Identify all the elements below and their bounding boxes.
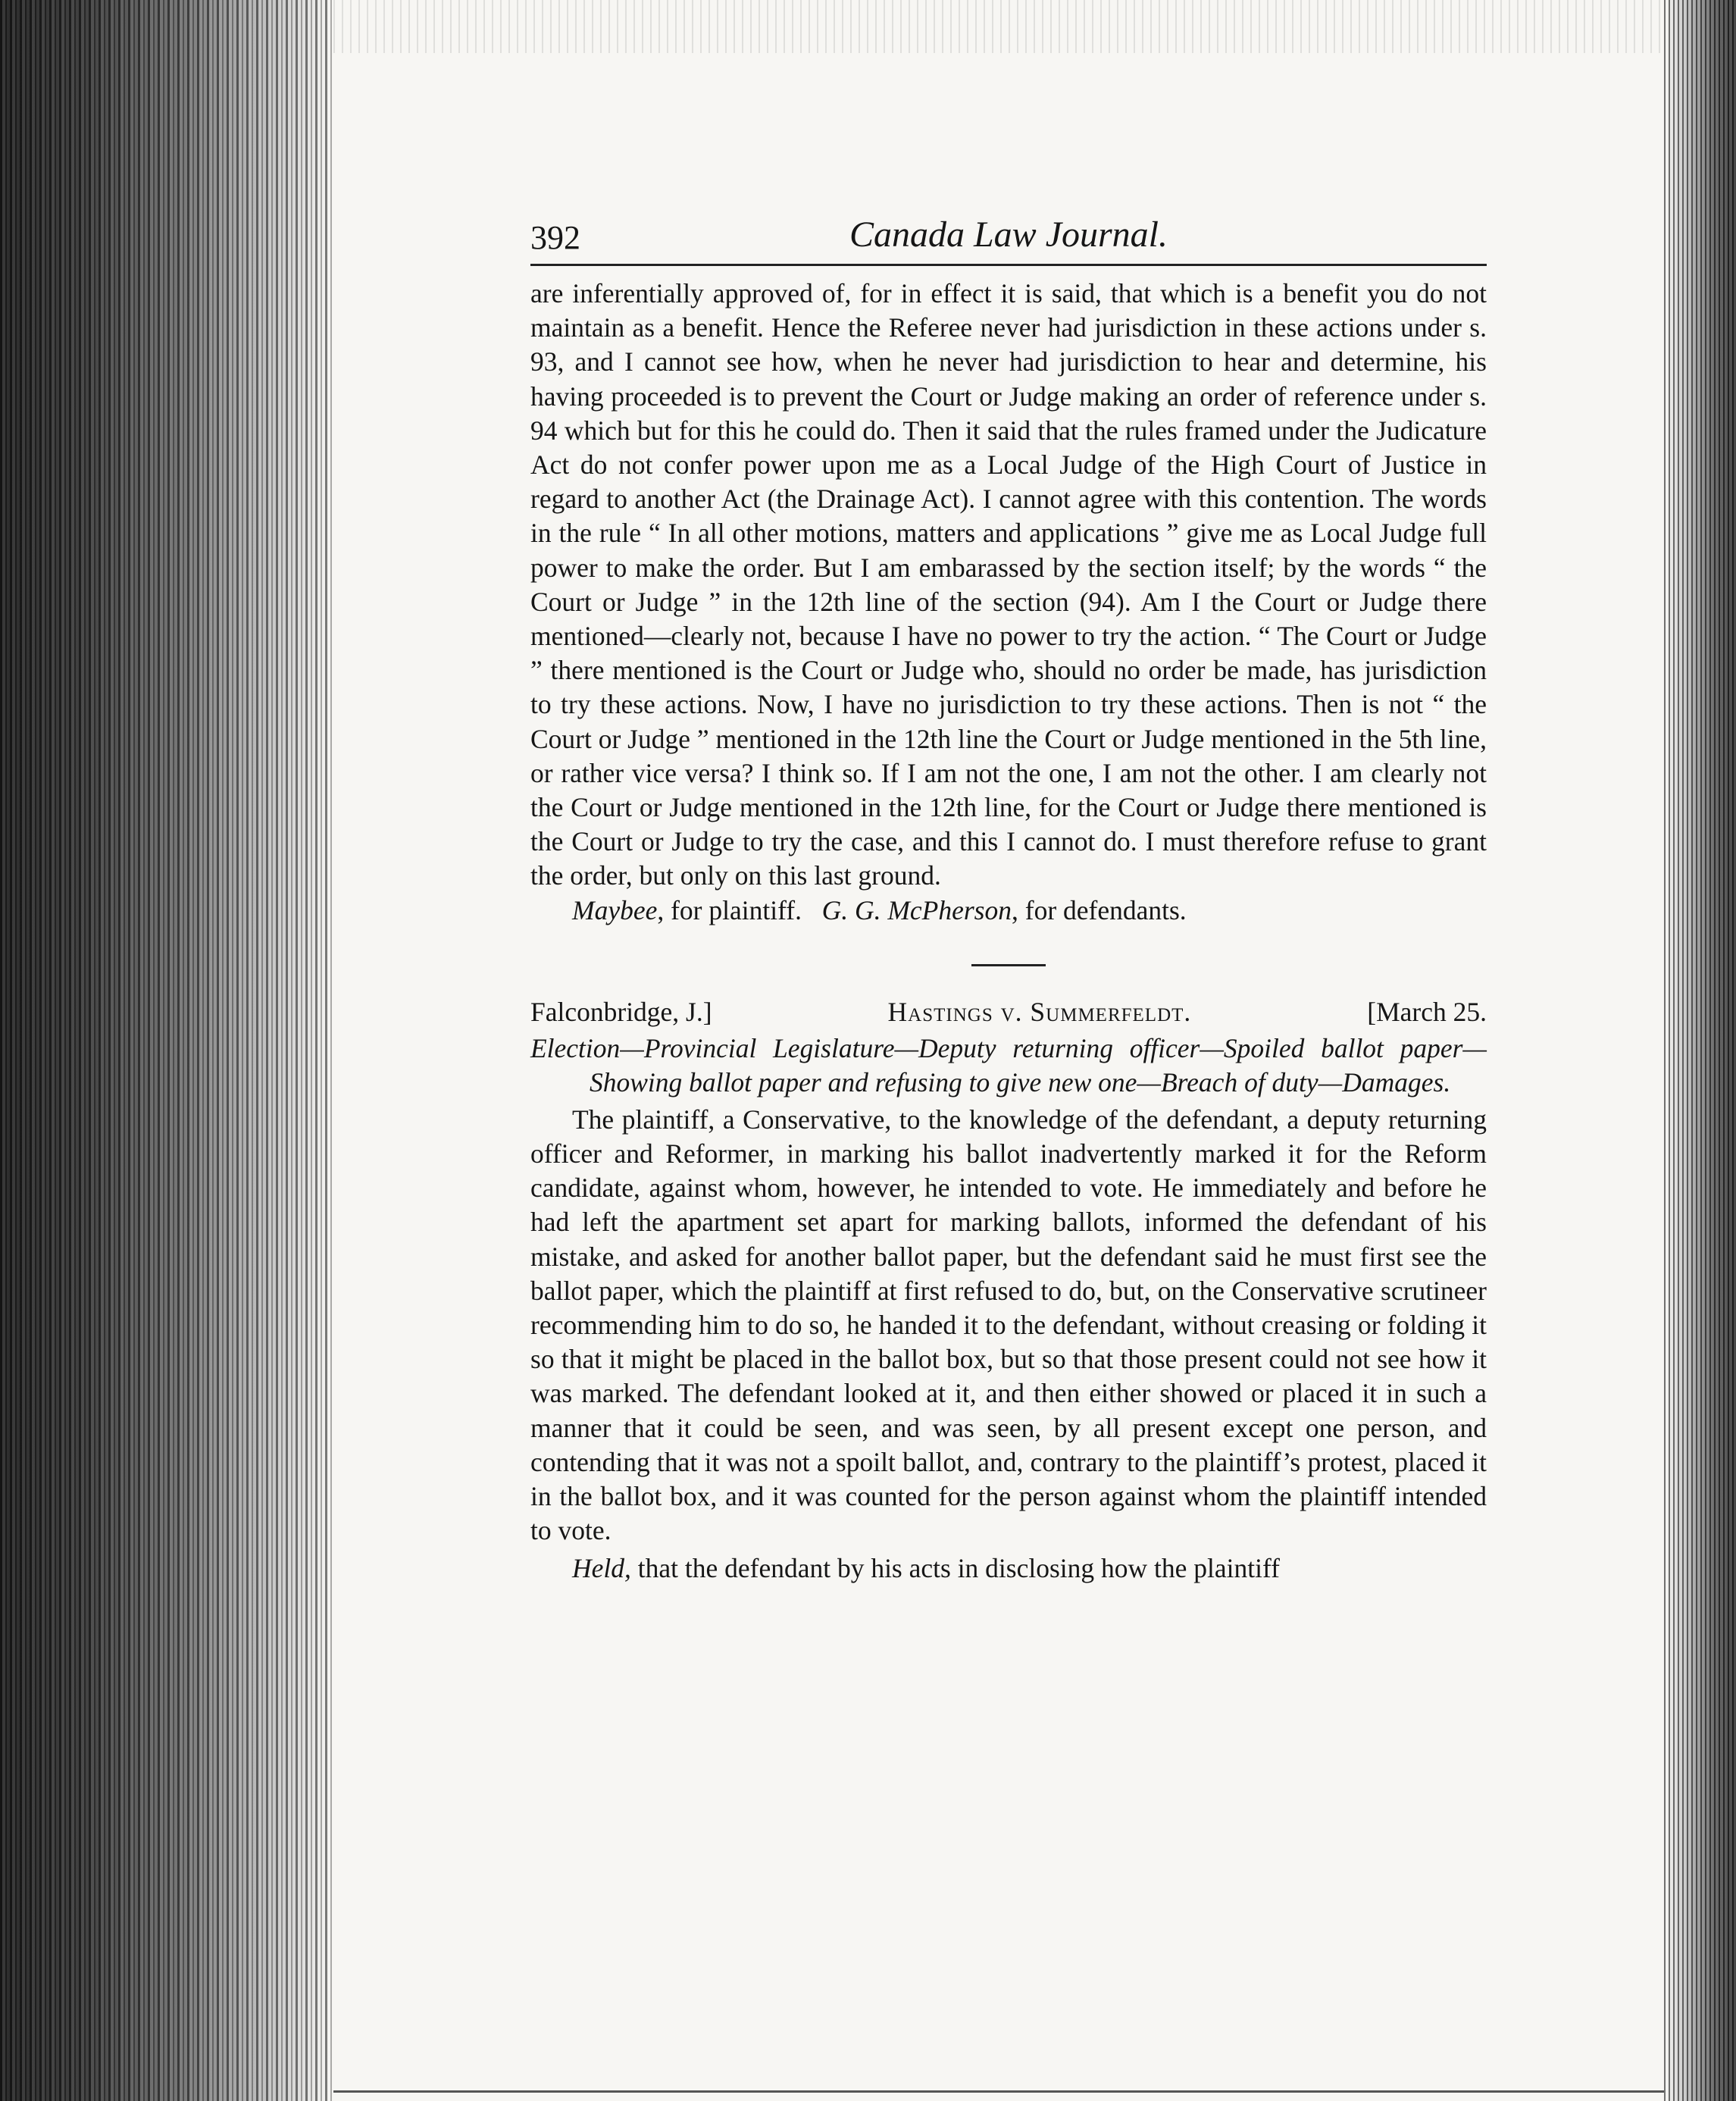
- section-divider: [971, 964, 1046, 966]
- counsel-line: [530, 894, 1487, 928]
- case-title: Hastings v. Summerfeldt.: [887, 996, 1192, 1027]
- continuation-paragraph: are inferentially approved of, for in effect it is said, that which is a benefit you do not maintain as a benefit. Hence the Referee never had jurisdiction in these actions under s. 93, and I cannot see how, when he never had jurisdiction to hear and determine, his having proceeded is to prevent the Court or Judge making an order of reference under s. 94 which but for this he could do. Then it said that the rules framed under the Judicature Act do not confer power upon me as a Local Judge of the High Court of Justice in regard to another Act (the Drainage Act). I cannot agree with this contention. The words in the rule “ In all other motions, matters and applications ” give me as Local Judge full power to make the order. But I am embarassed by the section itself; by the words “ the Court or Judge ” in the 12th line of the section (94). Am I the Court or Judge there mentioned—clearly not, because I have no power to try the action. “ The Court or Judge ” there mentioned is the Court or Judge who, should no order be made, has jurisdiction to try these actions. Now, I have no jurisdiction to try these actions. Then is not “ the Court or Judge ” mentioned in the 12th line the Court or Judge mentioned in the 5th line, or rather vice versa? I think so. If I am not the one, I am not the other. I am clearly not the Court or Judge mentioned in the 12th line, for the Court or Judge there mentioned is the Court or Judge to try the case, and this I cannot do. I must therefore refuse to grant the order, but only on this last ground.: [530, 278, 1487, 891]
- page-number: 392: [530, 219, 580, 256]
- held-label: Held,: [572, 1552, 631, 1583]
- case-judge: Falconbridge, J.]: [530, 996, 712, 1027]
- defendant-counsel-name: G. G. McPherson: [821, 894, 1012, 925]
- held-text: that the defendant by his acts in disclosing how the plaintiff: [630, 1552, 1280, 1583]
- plaintiff-counsel-role: , for plaintiff.: [657, 894, 802, 925]
- journal-title: Canada Law Journal.: [849, 214, 1168, 255]
- plaintiff-counsel-name: Maybee: [572, 894, 658, 925]
- scan-edge-shadow-right: [1664, 0, 1736, 2101]
- case-header: [530, 994, 1487, 1030]
- case-facts: The plaintiff, a Conservative, to the knowledge of the defendant, a deputy returning officer and Reformer, in marking his ballot inadvertently marked it for the Reform candidate, against whom, however, he intended to vote. He immediately and before he had left the apartment set apart for marking ballots, informed the defendant of his mistake, and asked for another ballot paper, but the defendant said he must first see the ballot paper, which the plaintiff at first refused to do, but, on the Conservative scrutineer recommending him to do so, he handed it to the defendant, without creasing or folding it so that it might be placed in the ballot box, but so that those present could not see how it was marked. The defendant looked at it, and then either showed or placed it in such a manner that it could be seen, and was seen, by all present except one person, and contending that it was not a spoilt ballot, and, contrary to the plaintiff’s protest, placed it in the ballot box, and it was counted for the person against whom the plaintiff intended to vote.: [530, 1104, 1487, 1546]
- document-page: [530, 203, 1487, 1586]
- running-head: [530, 203, 1487, 266]
- scan-bottom-edge: [333, 2090, 1664, 2093]
- case-held: [530, 1551, 1487, 1586]
- case-headnote: Election—Provincial Legislature—Deputy returning officer—Spoiled ballot paper—Showing ballot paper and refusing to give new one—Breach of duty—Damages.: [530, 1032, 1487, 1097]
- scan-top-noise: [333, 0, 1667, 53]
- scan-binding-shadow-left: [0, 0, 333, 2101]
- case-date: [March 25.: [1367, 996, 1487, 1027]
- defendant-counsel-role: , for defendants.: [1012, 894, 1187, 925]
